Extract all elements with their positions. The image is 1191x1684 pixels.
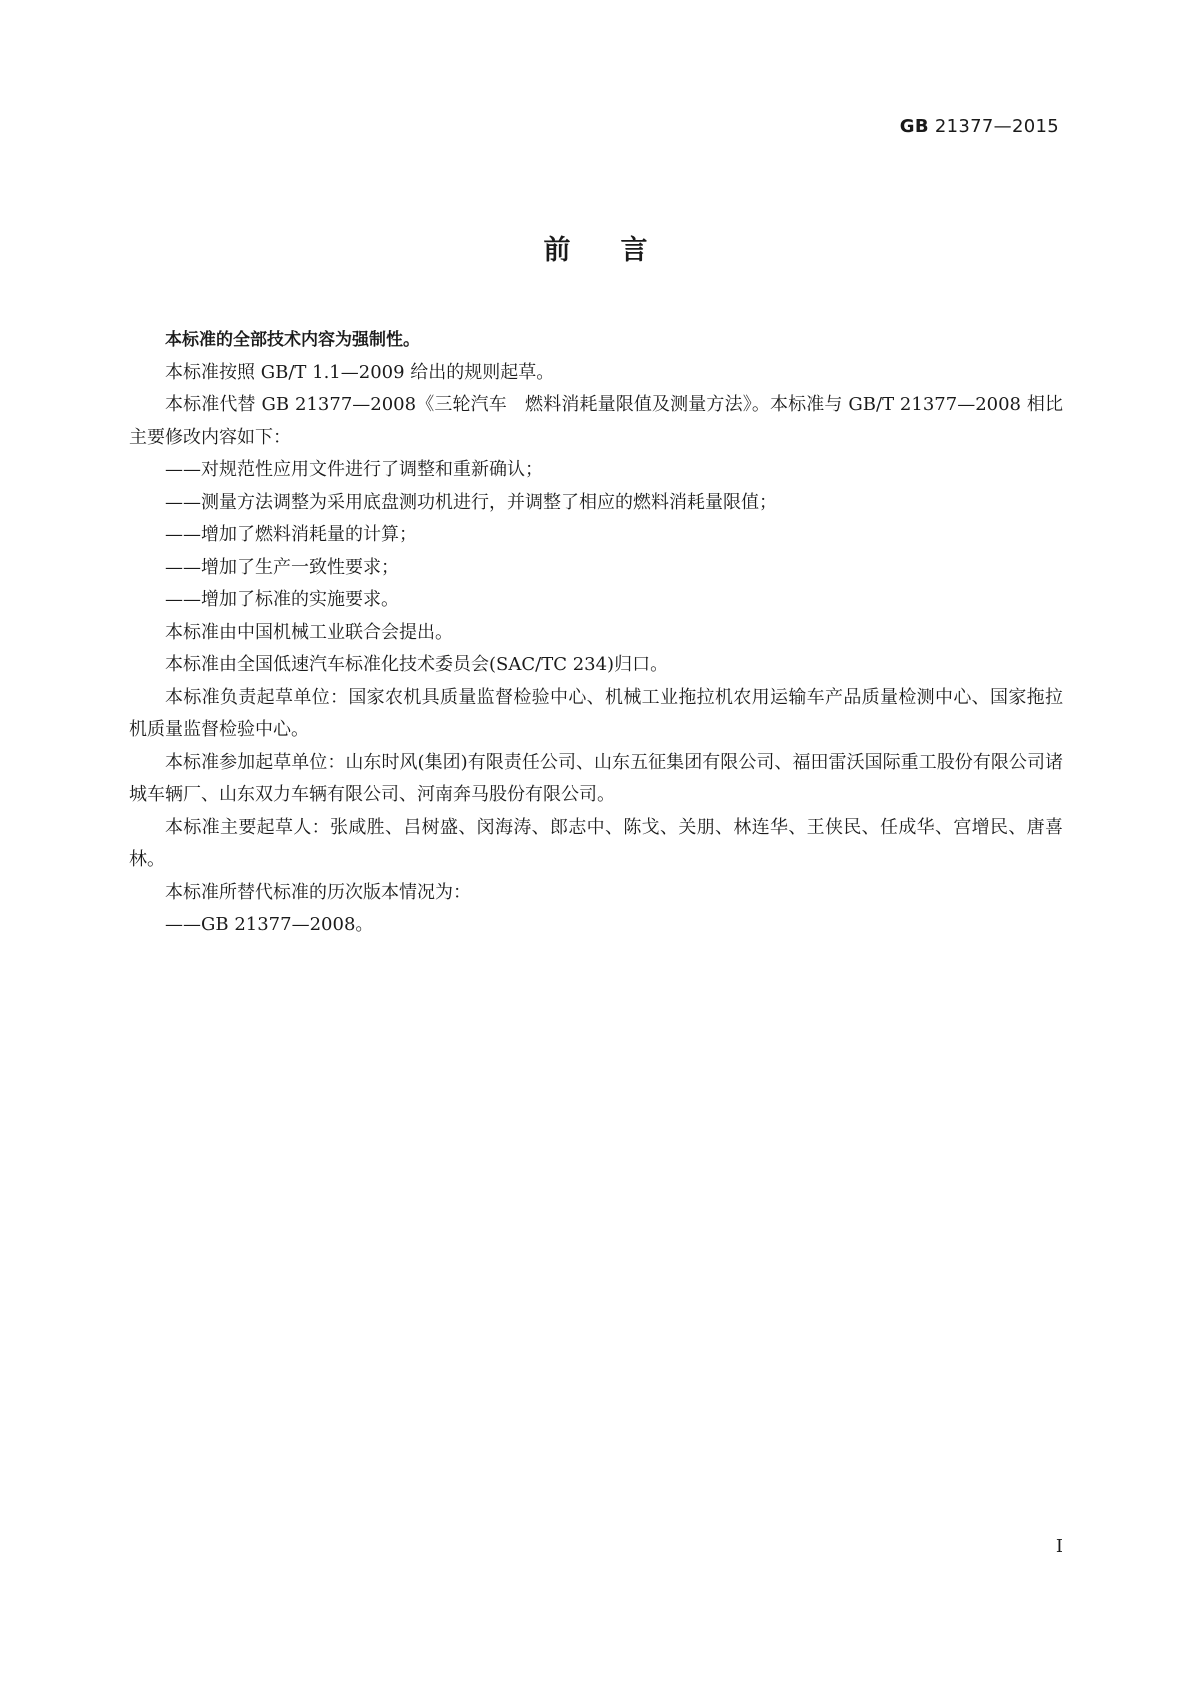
document-code (900, 116, 1059, 137)
paragraph-drafting-rules: 本标准按照 GB/T 1.1—2009 给出的规则起草。 (165, 361, 555, 383)
paragraph-main-drafters: 本标准主要起草人：张咸胜、吕树盛、闵海涛、郎志中、陈戈、关朋、林连华、王侠民、任成华、宫增民、唐喜林。 (129, 816, 1063, 870)
paragraph-lead-drafters: 本标准负责起草单位：国家农机具质量监督检验中心、机械工业拖拉机农用运输车产品质量检测中心、国家拖拉机质量监督检验中心。 (129, 686, 1063, 740)
foreword-body (129, 324, 1063, 942)
list-item: ——增加了生产一致性要求； (165, 556, 399, 578)
list-item: ——测量方法调整为采用底盘测功机进行，并调整了相应的燃料消耗量限值； (165, 491, 777, 513)
paragraph-committee: 本标准由全国低速汽车标准化技术委员会(SAC/TC 234)归口。 (165, 654, 669, 675)
page-title: 前言 (543, 235, 698, 266)
document-code-prefix: GB (899, 116, 929, 137)
paragraph-proposer: 本标准由中国机械工业联合会提出。 (165, 621, 453, 643)
paragraph-history: 本标准所替代标准的历次版本情况为： (165, 881, 471, 903)
paragraph-participating-drafters: 本标准参加起草单位：山东时风(集团)有限责任公司、山东五征集团有限公司、福田雷沃国际重工股份有限公司诸城车辆厂、山东双力车辆有限公司、河南奔马股份有限公司。 (129, 751, 1063, 805)
page-number: I (1055, 1536, 1063, 1557)
list-item: ——增加了燃料消耗量的计算； (165, 524, 417, 545)
paragraph-replacement: 本标准代替 GB 21377—2008《三轮汽车 燃料消耗量限值及测量方法》。本标准与 GB/T 21377—2008 相比主要修改内容如下： (129, 394, 1063, 448)
list-item: ——对规范性应用文件进行了调整和重新确认； (165, 459, 543, 480)
document-code-number: 21377—2015 (934, 116, 1059, 137)
list-item: ——增加了标准的实施要求。 (165, 589, 399, 610)
list-item: ——GB 21377—2008。 (165, 914, 374, 935)
paragraph-mandatory: 本标准的全部技术内容为强制性。 (165, 330, 420, 350)
